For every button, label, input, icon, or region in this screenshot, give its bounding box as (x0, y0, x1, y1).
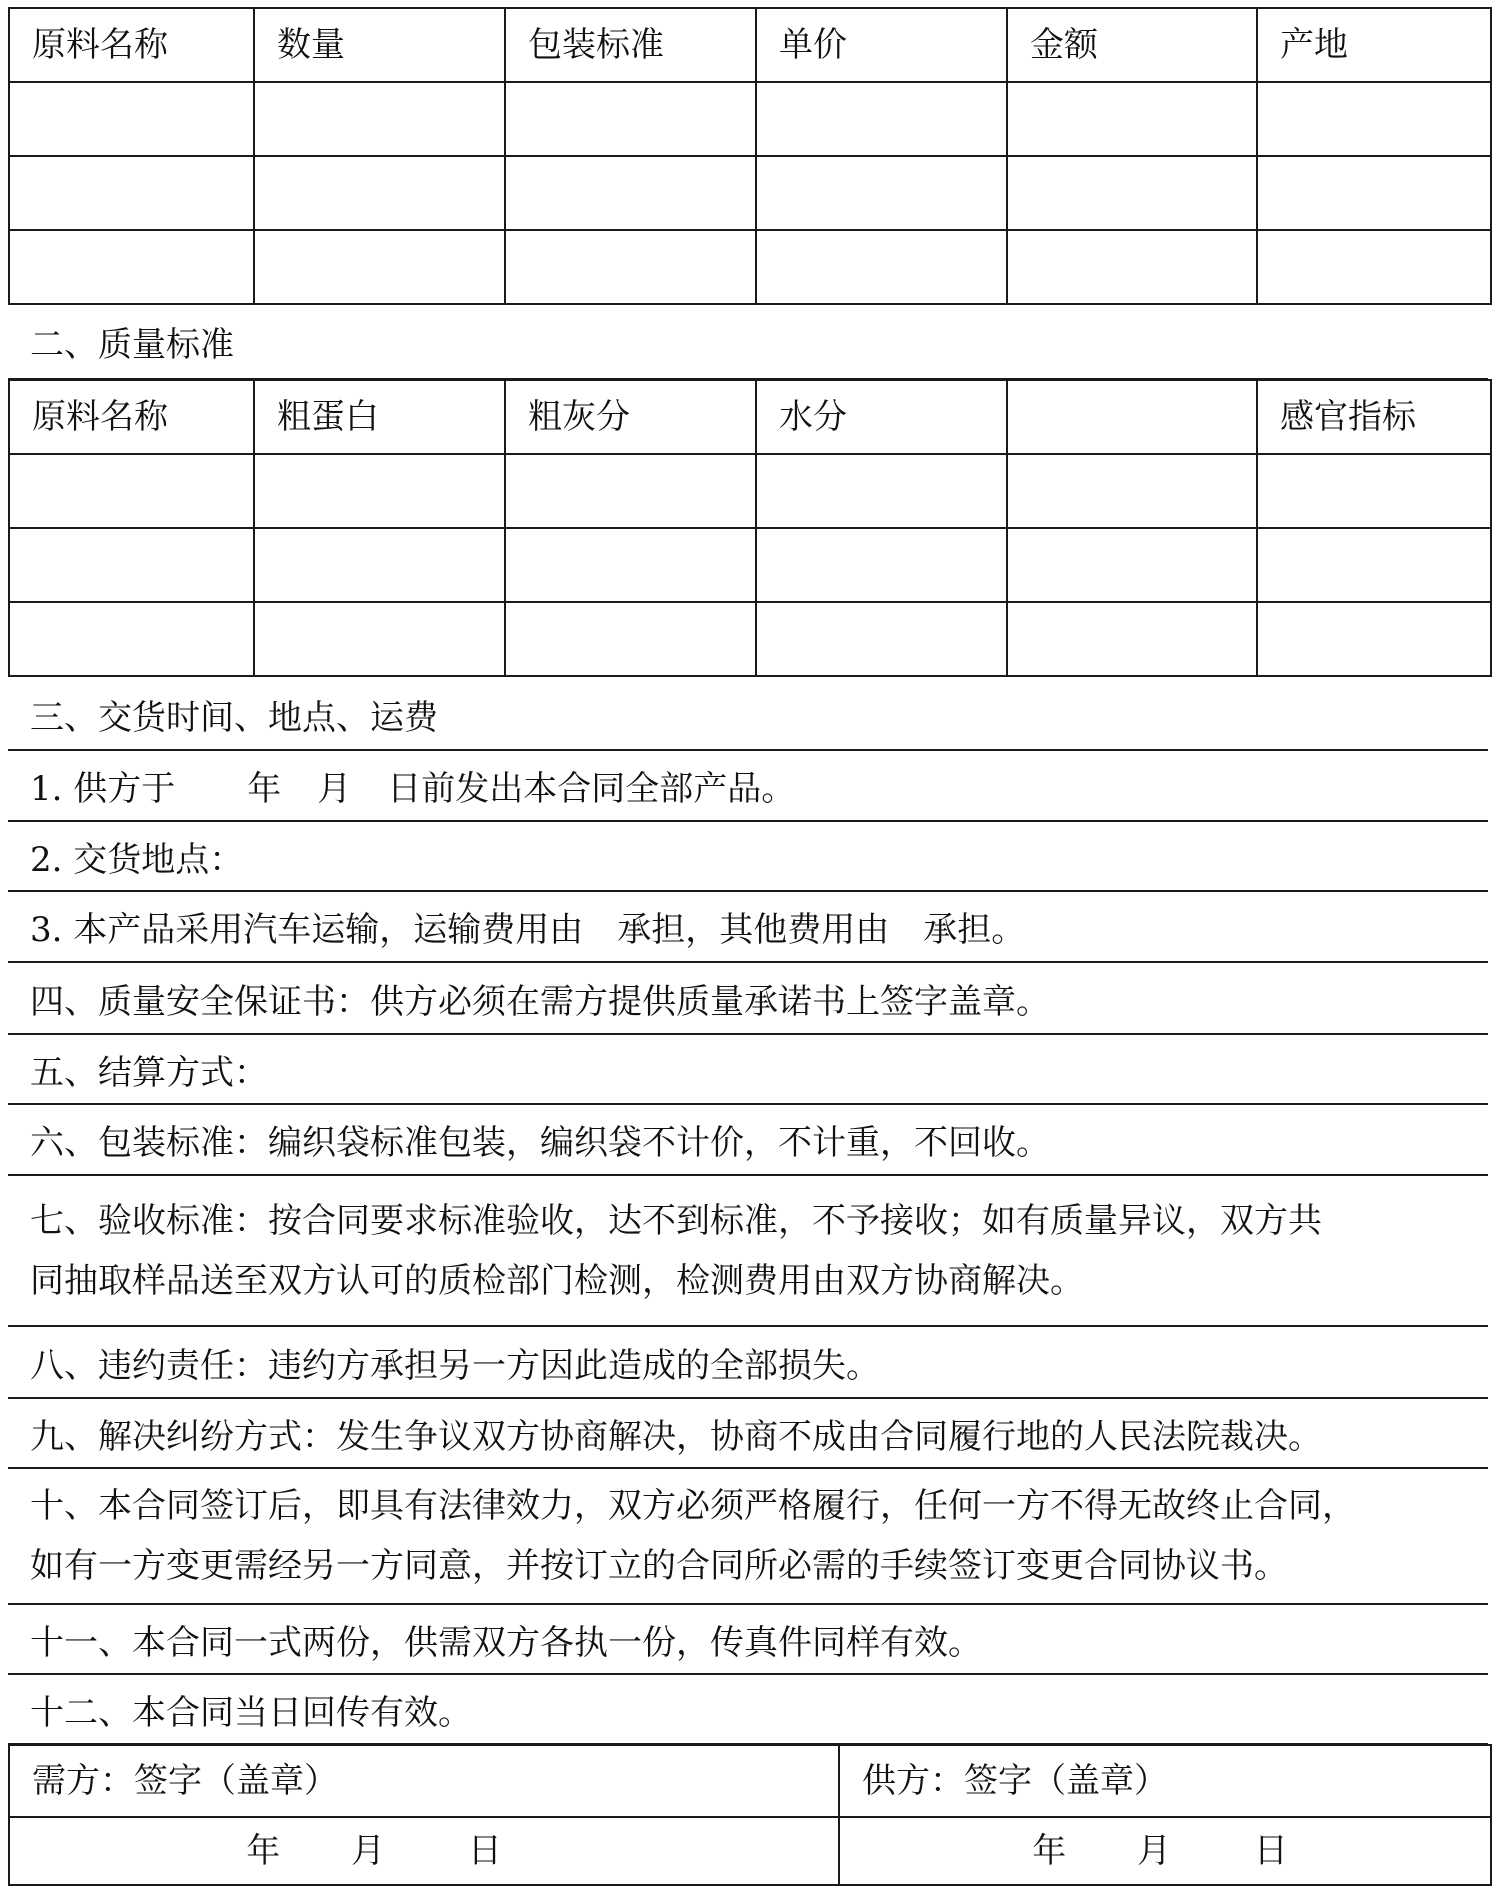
header-cell: 单价 (756, 8, 1007, 82)
header-cell: 原料名称 (9, 380, 254, 454)
empty-cell[interactable] (756, 230, 1007, 304)
empty-cell[interactable] (254, 528, 505, 602)
delivery-line-1-prefix: 1. 供方于 (30, 769, 176, 809)
clause-8: 八、违约责任：违约方承担另一方因此造成的全部损失。 (8, 1327, 1488, 1399)
empty-cell[interactable] (9, 230, 254, 304)
signature-table (8, 1744, 1492, 1886)
clause-7-line-1: 七、验收标准：按合同要求标准验收，达不到标准，不予接收；如有质量异议，双方共 (30, 1200, 1322, 1241)
seller-signature[interactable]: 供方：签字（盖章） (839, 1745, 1491, 1817)
header-cell: 水分 (756, 380, 1007, 454)
empty-cell[interactable] (505, 82, 756, 156)
empty-cell[interactable] (1257, 82, 1491, 156)
delivery-line-3-part1: 3. 本产品采用汽车运输，运输费用由 (30, 910, 584, 950)
empty-cell[interactable] (1007, 602, 1257, 676)
table-row (9, 602, 1491, 676)
empty-cell[interactable] (9, 528, 254, 602)
empty-cell[interactable] (1007, 82, 1257, 156)
empty-cell[interactable] (756, 454, 1007, 528)
empty-cell[interactable] (505, 156, 756, 230)
delivery-line-3-part2: 承担，其他费用由 (617, 910, 890, 950)
table-row (9, 528, 1491, 602)
table-row (9, 454, 1491, 528)
quality-table-header (9, 380, 1491, 454)
buyer-date-month: 月 (351, 1830, 385, 1871)
table-row (9, 230, 1491, 304)
empty-cell[interactable] (756, 156, 1007, 230)
table-row (9, 156, 1491, 230)
empty-cell[interactable] (756, 602, 1007, 676)
buyer-date-year: 年 (246, 1830, 281, 1871)
delivery-line-3-part3: 承担。 (923, 910, 1026, 950)
header-cell: 产地 (1257, 8, 1491, 82)
product-table-header (9, 8, 1491, 82)
header-cell: 粗灰分 (505, 380, 756, 454)
header-cell: 感官指标 (1257, 380, 1491, 454)
header-cell: 原料名称 (9, 8, 254, 82)
clause-10-line-2: 如有一方变更需经另一方同意，并按订立的合同所必需的手续签订变更合同协议书。 (30, 1546, 1288, 1586)
header-cell: 包装标准 (505, 8, 756, 82)
empty-cell[interactable] (1007, 528, 1257, 602)
empty-cell[interactable] (9, 82, 254, 156)
delivery-line-1 (8, 751, 1488, 822)
delivery-line-1-suffix: 日前发出本合同全部产品。 (387, 769, 796, 809)
table-row (9, 82, 1491, 156)
seller-date-month: 月 (1137, 1830, 1171, 1871)
clause-7-line-2: 同抽取样品送至双方认可的质检部门检测，检测费用由双方协商解决。 (30, 1260, 1084, 1301)
empty-cell[interactable] (9, 602, 254, 676)
header-cell: 数量 (254, 8, 505, 82)
clause-5: 五、结算方式： (8, 1035, 1488, 1105)
delivery-year: 年 (247, 769, 282, 809)
empty-cell[interactable] (254, 602, 505, 676)
header-cell: 金额 (1007, 8, 1257, 82)
header-cell (1007, 380, 1257, 454)
empty-cell[interactable] (1007, 156, 1257, 230)
empty-cell[interactable] (505, 454, 756, 528)
clause-7 (8, 1176, 1488, 1327)
clause-9: 九、解决纠纷方式：发生争议双方协商解决，协商不成由合同履行地的人民法院裁决。 (8, 1399, 1488, 1469)
empty-cell[interactable] (505, 602, 756, 676)
clause-11: 十一、本合同一式两份，供需双方各执一份，传真件同样有效。 (8, 1605, 1488, 1675)
section-quality-title: 二、质量标准 (8, 305, 1488, 380)
seller-date-day: 日 (1253, 1830, 1288, 1871)
empty-cell[interactable] (756, 528, 1007, 602)
empty-cell[interactable] (254, 156, 505, 230)
empty-cell[interactable] (1257, 156, 1491, 230)
header-cell: 粗蛋白 (254, 380, 505, 454)
empty-cell[interactable] (1257, 230, 1491, 304)
seller-date[interactable] (839, 1817, 1491, 1885)
buyer-signature[interactable]: 需方：签字（盖章） (9, 1745, 839, 1817)
seller-date-year: 年 (1032, 1830, 1067, 1871)
clause-6: 六、包装标准：编织袋标准包装，编织袋不计价，不计重，不回收。 (8, 1105, 1488, 1176)
empty-cell[interactable] (505, 230, 756, 304)
delivery-line-2: 2. 交货地点： (8, 822, 1488, 892)
clause-12: 十二、本合同当日回传有效。 (8, 1675, 1488, 1745)
buyer-date-day: 日 (467, 1830, 502, 1871)
section-delivery-title: 三、交货时间、地点、运费 (8, 679, 1488, 751)
clause-10-line-1: 十、本合同签订后，即具有法律效力，双方必须严格履行，任何一方不得无故终止合同， (30, 1486, 1356, 1526)
empty-cell[interactable] (1007, 230, 1257, 304)
empty-cell[interactable] (9, 156, 254, 230)
empty-cell[interactable] (254, 82, 505, 156)
empty-cell[interactable] (254, 454, 505, 528)
clause-10 (8, 1469, 1488, 1605)
empty-cell[interactable] (756, 82, 1007, 156)
empty-cell[interactable] (505, 528, 756, 602)
empty-cell[interactable] (1257, 454, 1491, 528)
empty-cell[interactable] (9, 454, 254, 528)
product-table (8, 7, 1492, 305)
clause-4: 四、质量安全保证书：供方必须在需方提供质量承诺书上签字盖章。 (8, 963, 1488, 1035)
empty-cell[interactable] (1007, 454, 1257, 528)
buyer-date[interactable] (9, 1817, 839, 1885)
delivery-line-3 (8, 892, 1488, 963)
empty-cell[interactable] (1257, 528, 1491, 602)
empty-cell[interactable] (254, 230, 505, 304)
empty-cell[interactable] (1257, 602, 1491, 676)
delivery-month: 月 (317, 769, 352, 809)
quality-table (8, 379, 1492, 677)
